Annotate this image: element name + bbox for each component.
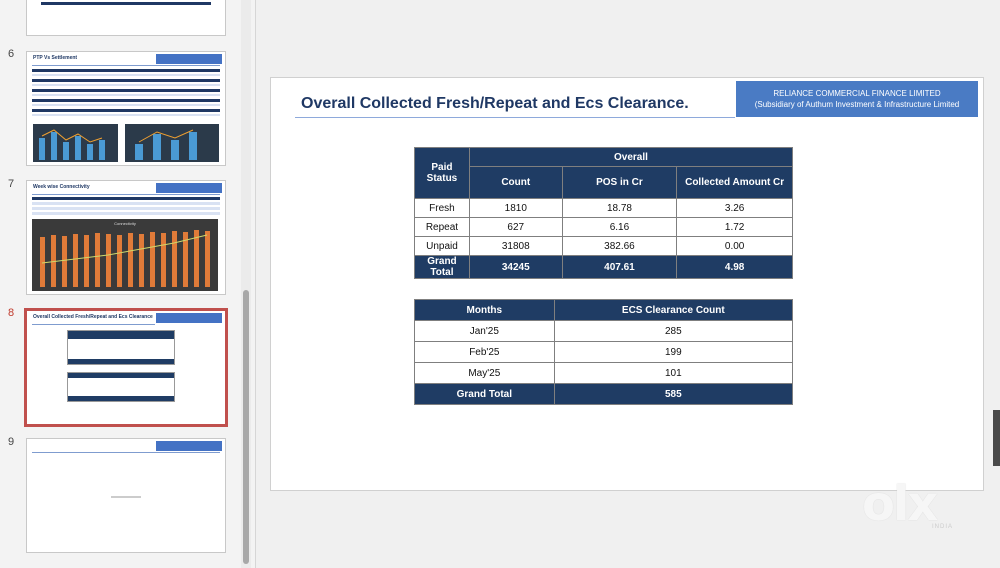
editor-scrollbar-thumb[interactable] [993,410,1000,466]
slide-thumbnail-6[interactable] [26,51,226,166]
mini-banner [156,54,222,64]
mini-rule [32,65,220,66]
mini-bar [172,231,177,287]
slide-number-6: 6 [8,48,15,60]
mini-bar [51,132,57,160]
mini-bar-chart [125,124,219,162]
mini-bar [40,237,45,287]
mini-table-1 [67,330,175,365]
slide-number-9: 9 [8,436,15,448]
mini-rule [32,324,155,325]
row-label: Unpaid [415,237,470,256]
mini-bar [95,233,100,287]
pos-cell: 18.78 [562,199,677,218]
column-header: Collected Amount Cr [677,167,793,199]
months-header: Months [415,300,555,321]
mini-bar-chart-svg [125,124,219,162]
mini-rule [32,194,220,195]
mini-placeholder-text [111,496,141,498]
mini-table-row [41,2,211,5]
mini-table-row [32,197,220,200]
mini-bar [84,235,89,287]
mini-bar [139,234,144,287]
mini-total-row [68,396,174,401]
mini-bar [161,233,166,287]
slide-thumbnail-9[interactable] [26,438,226,553]
slide-thumbnail-panel [0,0,256,568]
ecs-count-cell: 199 [554,342,792,363]
slide-number-7: 7 [8,178,15,190]
mini-bar [39,138,45,160]
mini-line [139,130,193,142]
month-cell: Feb'25 [415,342,555,363]
month-cell: Jan'25 [415,321,555,342]
mini-banner [156,183,222,193]
mini-bar [194,230,199,287]
mini-bar [87,144,93,160]
mini-bar-chart-svg [33,124,118,162]
slide-thumbnail-7[interactable] [26,180,226,295]
column-header: POS in Cr [562,167,677,199]
mini-banner [156,313,222,323]
total-collected: 4.98 [677,256,793,279]
mini-bar [171,140,179,160]
mini-rule [32,452,220,453]
table-row [415,237,793,256]
mini-table-row [32,202,220,205]
mini-bar [99,140,105,160]
paid-status-header: Paid Status [415,148,470,199]
total-label: Grand Total [415,384,555,405]
mini-table-row [32,109,220,112]
paid-status-table[interactable] [414,147,793,279]
ecs-clearance-table[interactable] [414,299,793,405]
olx-watermark-logo: olx [862,476,937,532]
company-banner[interactable] [736,81,978,117]
mini-bar [205,231,210,287]
mini-chart-title: Connectivity [114,221,136,226]
total-label: Grand Total [415,256,470,279]
mini-banner [156,441,222,451]
mini-table-row [32,212,220,215]
slide-title[interactable]: Overall Collected Fresh/Repeat and Ecs Clearance. [301,95,689,112]
table-row [415,321,793,342]
month-cell: May'25 [415,363,555,384]
table-row [415,342,793,363]
mini-bar [150,232,155,287]
mini-table-row [32,114,220,116]
thumbnail-scrollbar-thumb[interactable] [243,290,249,564]
table-row [415,199,793,218]
overall-header: Overall [469,148,792,167]
collected-cell: 0.00 [677,237,793,256]
slide-thumbnail-8[interactable] [26,310,226,425]
title-underline [295,117,735,118]
slide-number-8: 8 [8,307,15,319]
table-row [415,218,793,237]
mini-table-2 [67,372,175,402]
row-label: Repeat [415,218,470,237]
mini-table-row [32,79,220,82]
mini-bar [117,235,122,287]
mini-table-row [32,104,220,106]
mini-bar [62,236,67,287]
mini-bar [135,144,143,160]
mini-table-row [32,99,220,102]
mini-table-row [32,89,220,92]
mini-connectivity-chart [32,219,218,291]
total-count: 585 [554,384,792,405]
mini-connectivity-svg [32,219,218,291]
pos-cell: 6.16 [562,218,677,237]
mini-bar [153,134,161,160]
mini-bar [73,234,78,287]
mini-slide-title: Week wise Connectivity [33,184,90,190]
mini-total-row [68,359,174,364]
column-header: Count [469,167,562,199]
row-label: Fresh [415,199,470,218]
banner-line-2: (Subsidiary of Authum Investment & Infrastructure Limited [754,100,960,109]
mini-table-row [32,69,220,72]
olx-watermark-sub: INDIA [932,524,954,530]
mini-slide-title: PTP Vs Settlement [33,55,78,61]
collected-cell: 1.72 [677,218,793,237]
mini-slide-title: Overall Collected Fresh/Repeat and Ecs Clearance [33,314,153,320]
count-cell: 31808 [469,237,562,256]
slide-thumbnail-5[interactable] [26,0,226,36]
count-cell: 627 [469,218,562,237]
mini-bar [106,234,111,287]
banner-line-1: RELIANCE COMMERCIAL FINANCE LIMITED [773,89,941,98]
grand-total-row [415,384,793,405]
count-cell: 1810 [469,199,562,218]
mini-table-row [32,84,220,86]
mini-bar [189,132,197,160]
mini-header [68,373,174,378]
mini-bar-chart [33,124,118,162]
ecs-count-header: ECS Clearance Count [554,300,792,321]
mini-header [68,331,174,339]
current-slide[interactable] [270,77,984,491]
mini-bar [128,233,133,287]
mini-table-row [32,94,220,96]
total-pos: 407.61 [562,256,677,279]
pos-cell: 382.66 [562,237,677,256]
ecs-count-cell: 285 [554,321,792,342]
mini-bar [63,142,69,160]
grand-total-row [415,256,793,279]
mini-bar [75,136,81,160]
mini-table-row [32,74,220,76]
collected-cell: 3.26 [677,199,793,218]
table-row [415,363,793,384]
ecs-count-cell: 101 [554,363,792,384]
total-count: 34245 [469,256,562,279]
mini-table-row [32,207,220,210]
